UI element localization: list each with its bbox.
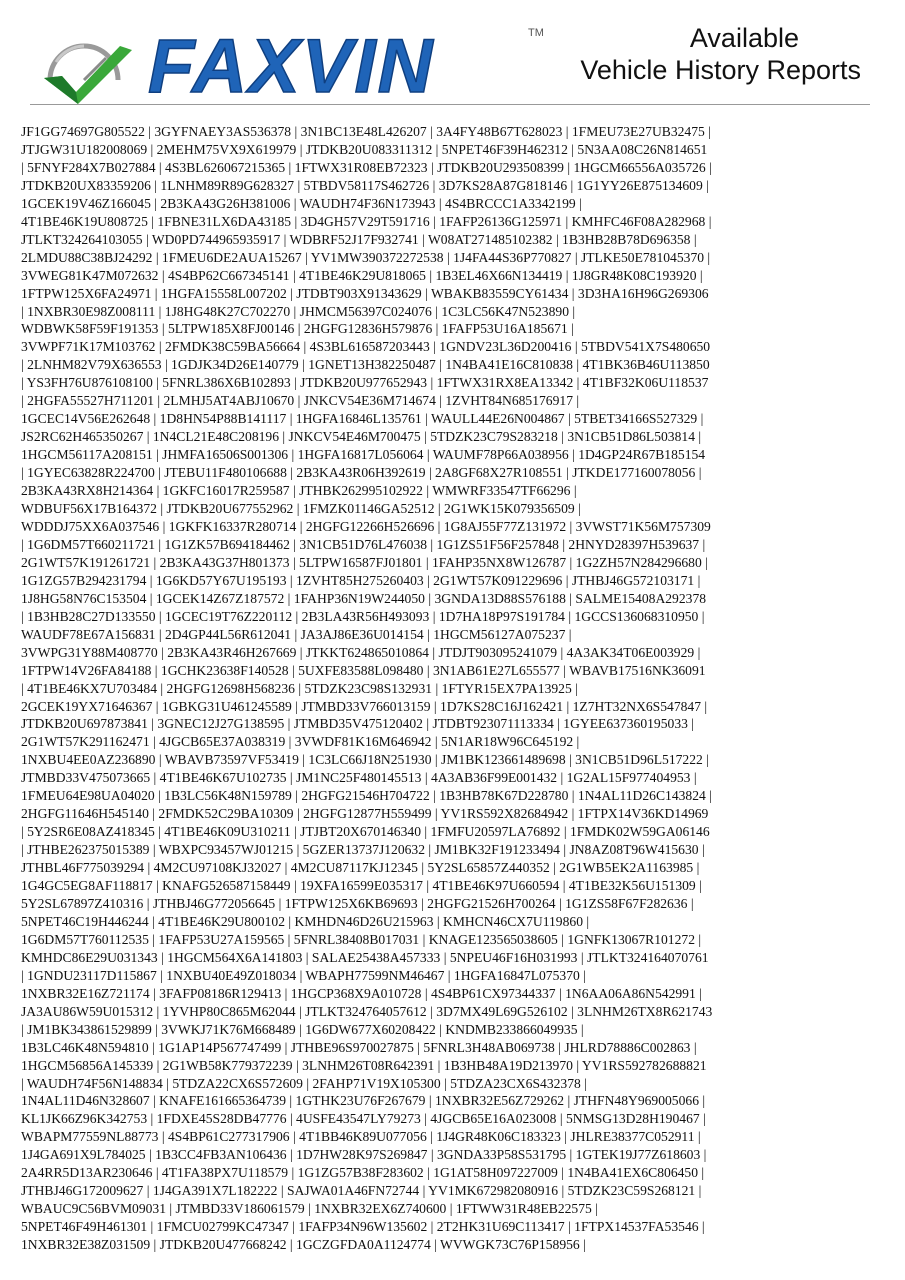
faxvin-logo[interactable]: [40, 18, 560, 104]
vin-line: 1GCEC14V56E262648 | 1D8HN54P88B141117 | 1HGFA16846L135761 | WAULL44E26N004867 | 5TBET34166S527329 |: [21, 411, 704, 427]
vin-line: 2LMDU88C38BJ24292 | 1FMEU6DE2AUA15267 | YV1MW390372272538 | 1J4FA44S36P770827 | JTLKE50E781045370 |: [21, 249, 711, 265]
vin-line: 1FTPW125X6FA24971 | 1HGFA15558L007202 | JTDBT903X91343629 | WBAKB83559CY61434 | 3D3HA16H96G269306: [21, 285, 709, 301]
vin-list: [21, 123, 887, 1254]
vin-line: 2B3KA43RX8H214364 | 1GKFC16017R259587 | JTHBK262995102922 | WMWRF33547TF66296 |: [21, 483, 577, 499]
vin-line: 1G6DM57T760112535 | 1FAFP53U27A159565 | 5FNRL38408B017031 | KNAGE123565038605 | 1GNFK13067R101272 |: [21, 931, 702, 947]
vin-line: 1HGCM56856A145339 | 2G1WB58K779372239 | 3LNHM26T08R642391 | 1B3HB48A19D213970 | YV1RS592782688821: [21, 1057, 707, 1073]
vin-line: | 4T1BE46KX7U703484 | 2HGFG12698H568236 | 5TDZK23C98S132931 | 1FTYR15EX7PA13925 |: [21, 680, 578, 696]
header-title-line2: Vehicle History Reports: [580, 55, 861, 85]
vin-line: JTHBL46F775039294 | 4M2CU97108KJ32027 | 4M2CU87117KJ12345 | 5Y2SL65857Z440352 | 2G1WB5EK2A1163985 |: [21, 860, 700, 876]
vin-line: | 1GYEC63828R224700 | JTEBU11F480106688 | 2B3KA43R06H392619 | 2A8GF68X27R108551 | JTKDE177160078056 |: [21, 465, 702, 481]
vin-line: 1NXBR32E38Z031509 | JTDKB20U477668242 | 1GCZGFDA0A1124774 | WVWGK73C76P158956 |: [21, 1237, 586, 1253]
vin-line: JF1GG74697G805522 | 3GYFNAEY3AS536378 | 3N1BC13E48L426207 | 3A4FY48B67T628023 | 1FMEU73E27UB32475 |: [21, 124, 711, 139]
vin-line: | 2LNHM82V79X636553 | 1GDJK34D26E140779 | 1GNET13H382250487 | 1N4BA41E16C810838 | 4T1BK36B46U113850: [21, 357, 710, 373]
vin-line: 2HGFG11646H545140 | 2FMDK52C29BA10309 | 2HGFG12877H559499 | YV1RS592X82684942 | 1FTPX14V36KD14969: [21, 806, 709, 822]
vin-line: 1HGCM56117A208151 | JHMFA16506S001306 | 1HGFA16817L056064 | WAUMF78P66A038956 | 1D4GP24R67B185154: [21, 447, 706, 463]
vin-line: JTDKB20U697873841 | 3GNEC12J27G138595 | JTMBD35V475120402 | JTDBT923071113334 | 1GYEE637360195033 |: [21, 716, 695, 732]
vin-line: 1N4AL11D46N328607 | KNAFE161665364739 | 1GTHK23U76F267679 | 1NXBR32E56Z729262 | JTHFN48Y969005066 |: [21, 1093, 706, 1109]
vin-line: 2GCEK19YX71646367 | 1GBKG31U461245589 | JTMBD33V766013159 | 1D7KS28C16J162421 | 1Z7HT32NX6S547847 |: [21, 698, 708, 714]
vin-line: | 1NXBR30E98Z008111 | 1J8HG48K27C702270 | JHMCM56397C024076 | 1C3LC56K47N523890 |: [21, 303, 576, 319]
vin-line: 5Y2SL67897Z410316 | JTHBJ46G772056645 | 1FTPW125X6KB69693 | 2HGFG21526H700264 | 1G1ZS58F67F282636 |: [21, 895, 694, 911]
vin-line: 2G1WT57K191261721 | 2B3KA43G37H801373 | 5LTPW16587FJ01801 | 1FAHP35NX8W126787 | 1G2ZH57N284296680 |: [21, 554, 708, 570]
vin-line: JTHBJ46G172009627 | 1J4GA391X7L182222 | SAJWA01A46FN72744 | YV1MK672982080916 | 5TDZK23C59S268121 |: [21, 1183, 702, 1199]
vin-line: JTLKT324264103055 | WD0PD744965935917 | WDBRF52J17F932741 | W08AT271485102382 | 1B3HB28B78D696358 |: [21, 231, 697, 247]
vin-line: WDDDJ75XX6A037546 | 1GKFK16337R280714 | 2HGFG12266H526696 | 1G8AJ55F77Z131972 | 3VWST71K56M757309: [21, 518, 711, 534]
vin-line: WDBUF56X17B164372 | JTDKB20U677552962 | 1FMZK01146GA52512 | 2G1WK15K079356509 |: [21, 501, 581, 517]
vin-line: | 5Y2SR6E08AZ418345 | 4T1BE46K09U310211 | JTJBT20X670146340 | 1FMFU20597LA76892 | 1FMDK02W59GA06146: [21, 824, 710, 840]
vin-line: 1FMEU64E98UA04020 | 1B3LC56K48N159789 | 2HGFG21546H704722 | 1B3HB78K67D228780 | 1N4AL11D26C143824 |: [21, 788, 712, 804]
logo-trademark: TM: [528, 27, 544, 39]
vin-line: 1B3LC46K48N594810 | 1G1AP14P567747499 | JTHBE96S970027875 | 5FNRL3H48AB069738 | JHLRD78886C002863 |: [21, 1039, 697, 1055]
vin-line: JS2RC62H465350267 | 1N4CL21E48C208196 | JNKCV54E46M700475 | 5TDZK23C79S283218 | 3N1CB51D86L503814 |: [21, 429, 702, 445]
page-header: [0, 0, 905, 112]
vin-line: | 5FNYF284X7B027884 | 4S3BL626067215365 | 1FTWX31R08EB72323 | JTDKB20U293508399 | 1HGCM66556A035726 |: [21, 159, 712, 175]
vin-line: 5NPET46C19H446244 | 4T1BE46K29U800102 | KMHDN46D26U215963 | KMHCN46CX7U119860 |: [21, 913, 590, 929]
vin-line: 1G4GC5EG8AF118817 | KNAFG526587158449 | 19XFA16599E035317 | 4T1BE46K97U660594 | 4T1BE32K56U151309 |: [21, 878, 702, 894]
vin-line: 1GCEK19V46Z166045 | 2B3KA43G26H381006 | WAUDH74F36N173943 | 4S4BRCCC1A3342199 |: [21, 195, 582, 211]
header-title-line1: Available: [689, 23, 799, 53]
vin-line: JA3AU86W59U015312 | 1YVHP80C865M62044 | JTLKT324764057612 | 3D7MX49L69G526102 | 3LNHM26TX8R621743: [21, 1003, 713, 1019]
vin-line: JTDKB20UX83359206 | 1LNHM89R89G628327 | 5TBDV58117S462726 | 3D7KS28A87G818146 | 1G1YY26E875134609 |: [21, 177, 709, 193]
vin-line: 2A4RR5D13AR230646 | 4T1FA38PX7U118579 | 1G1ZG57B38F283602 | 1G1AT58H097227009 | 1N4BA41EX6C806450 |: [21, 1165, 705, 1181]
vin-line: KMHDC86E29U031343 | 1HGCM564X6A141803 | SALAE25438A457333 | 5NPEU46F16H031993 | JTLKT324164070761: [21, 949, 709, 965]
vin-line: | JTHBE262375015389 | WBXPC93457WJ01215 | 5GZER13737J120632 | JM1BK32F191233494 | JN8AZ08T96W415630 |: [21, 842, 705, 858]
vin-line: KL1JK66Z96K342753 | 1FDXE45S28DB47776 | 4USFE43547LY79273 | 4JGCB65E16A023008 | 5NMSG13D28H190467 |: [21, 1111, 706, 1127]
vin-line: 2G1WT57K291162471 | 4JGCB65E37A038319 | 3VWDF81K16M646942 | 5N1AR18W96C645192 |: [21, 734, 580, 750]
vin-line: 1J4GA691X9L784025 | 1B3CC4FB3AN106436 | 1D7HW28K97S269847 | 3GNDA33P58S531795 | 1GTEK19J77Z618603 |: [21, 1147, 707, 1163]
vin-line: WAUDF78E67A156831 | 2D4GP44L56R612041 | JA3AJ86E36U014154 | 1HGCM56127A075237 |: [21, 626, 572, 642]
vin-line: 4T1BE46K19U808725 | 1FBNE31LX6DA43185 | 3D4GH57V29T591716 | 1FAFP26136G125971 | KMHFC46F08A282968 |: [21, 213, 712, 229]
vin-line: 3VWPG31Y88M408770 | 2B3KA43R46H267669 | JTKKT624865010864 | JTDJT903095241079 | 4A3AK34T06E003929 |: [21, 644, 701, 660]
vin-line: 1FTPW14V26FA84188 | 1GCHK23638F140528 | 5UXFE83588L098480 | 3N1AB61E27L655577 | WBAVB17516NK36091: [21, 662, 706, 678]
vin-line: 1J8HG58N76C153504 | 1GCEK14Z67Z187572 | 1FAHP36N19W244050 | 3GNDA13D88S576188 | SALME15408A292378: [21, 590, 707, 606]
vin-line: 1G1ZG57B294231794 | 1G6KD57Y67U195193 | 1ZVHT85H275260403 | 2G1WT57K091229696 | JTHBJ46G572103171 |: [21, 572, 701, 588]
vin-line: | WAUDH74F56N148834 | 5TDZA22CX6S572609 | 2FAHP71V19X105300 | 5TDZA23CX6S432378 |: [21, 1075, 587, 1091]
vin-line: WBAUC9C56BVM09031 | JTMBD33V186061579 | 1NXBR32EX6Z740600 | 1FTWW31R48EB22575 |: [21, 1201, 598, 1217]
vin-line: | 1B3HB28C27D133550 | 1GCEC19T76Z220112 | 2B3LA43R56H493093 | 1D7HA18P97S191784 | 1GCCS136068310950 |: [21, 608, 705, 624]
vin-line: 5NPET46F49H461301 | 1FMCU02799KC47347 | 1FAFP34N96W135602 | 2T2HK31U69C113417 | 1FTPX14537FA53546 |: [21, 1219, 705, 1235]
vin-line: | 1GNDU23117D115867 | 1NXBU40E49Z018034 | WBAPH77599NM46467 | 1HGFA16847L075370 |: [21, 967, 586, 983]
logo-wordmark: FAXVIN: [148, 24, 435, 104]
vin-line: WDBWK58F59F191353 | 5LTPW185X8FJ00146 | 2HGFG12836H579876 | 1FAFP53U16A185671 |: [21, 321, 574, 337]
vin-line: 3VWPF71K17M103762 | 2FMDK38C59BA56664 | 4S3BL616587203443 | 1GNDV23L36D200416 | 5TBDV541X7S480650: [21, 339, 711, 355]
vin-line: | 1G6DM57T660211721 | 1G1ZK57B694184462 | 3N1CB51D76L476038 | 1G1ZS51F56F257848 | 2HNYD28397H539637 |: [21, 536, 706, 552]
vin-line: JTJGW31U182008069 | 2MEHM75VX9X619979 | JTDKB20U083311312 | 5NPET46F39H462312 | 5N3AA08C26N814651: [21, 141, 708, 157]
vin-line: 1NXBU4EE0AZ236890 | WBAVB73597VF53419 | 1C3LC66J18N251930 | JM1BK123661489698 | 3N1CB51D96L517222 |: [21, 752, 709, 768]
vin-line: WBAPM77559NL88773 | 4S4BP61C277317906 | 4T1BB46K89U077056 | 1J4GR48K06C183323 | JHLRE38377C052911 |: [21, 1129, 701, 1145]
vin-line: JTMBD33V475073665 | 4T1BE46K67U102735 | JM1NC25F480145513 | 4A3AB36F99E001432 | 1G2AL15F977404953 |: [21, 770, 697, 786]
header-title: [541, 22, 861, 86]
vin-line: | JM1BK343861529899 | 3VWKJ71K76M668489 | 1G6DW677X60208422 | KNDMB233866049935 |: [21, 1021, 584, 1037]
vin-line: | 2HGFA55527H711201 | 2LMHJ5AT4ABJ10670 | JNKCV54E36M714674 | 1ZVHT84N685176917 |: [21, 393, 580, 409]
vin-line: 3VWEG81K47M072632 | 4S4BP62C667345141 | 4T1BE46K29U818065 | 1B3EL46X66N134419 | 1J8GR48K08C193920 |: [21, 267, 703, 283]
vin-line: | YS3FH76U876108100 | 5FNRL386X6B102893 | JTDKB20U977652943 | 1FTWX31RX8EA13342 | 4T1BF32K06U118537: [21, 375, 709, 391]
vin-line: 1NXBR32E16Z721174 | 3FAFP08186R129413 | 1HGCP368X9A010728 | 4S4BP61CX97344337 | 1N6AA06A86N542991 |: [21, 985, 702, 1001]
header-divider: [30, 104, 870, 105]
